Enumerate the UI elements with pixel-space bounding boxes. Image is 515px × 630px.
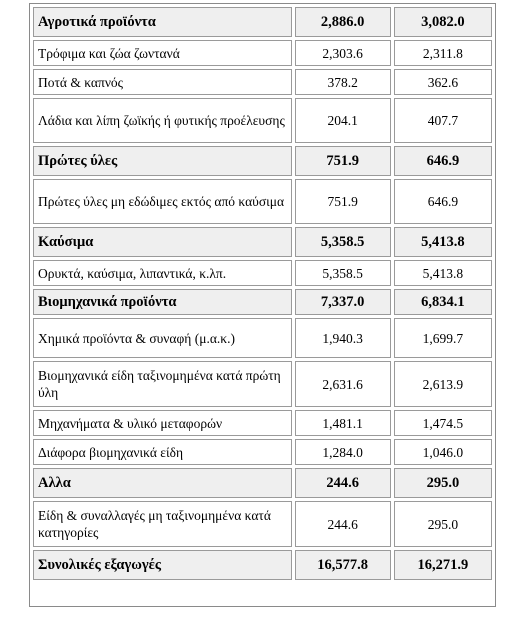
table-row-total-exports: [33, 550, 492, 580]
row-value-2: 16,271.9: [394, 550, 492, 580]
row-value-1: 5,358.5: [295, 227, 391, 257]
table-row-agricultural: [33, 7, 492, 37]
row-value-2: 5,413.8: [394, 227, 492, 257]
row-value-1: 1,284.0: [295, 439, 391, 465]
row-value-2: 3,082.0: [394, 7, 492, 37]
row-label: Μηχανήματα & υλικό μεταφορών: [33, 410, 292, 436]
exports-table-frame: [29, 3, 496, 607]
row-label: Πρώτες ύλες μη εδώδιμες εκτός από καύσιμα: [33, 179, 292, 224]
table-row-industrial: [33, 289, 492, 315]
row-value-1: 751.9: [295, 179, 391, 224]
row-value-1: 1,940.3: [295, 318, 391, 358]
table-row-raw-materials: [33, 146, 492, 176]
table-row: [33, 361, 492, 407]
row-label: Λάδια και λίπη ζωϊκής ή φυτικής προέλευσης: [33, 98, 292, 143]
row-value-1: 204.1: [295, 98, 391, 143]
table-row: [33, 40, 492, 66]
row-value-1: 244.6: [295, 468, 391, 498]
row-value-2: 1,699.7: [394, 318, 492, 358]
exports-table: [30, 4, 495, 583]
row-value-2: 362.6: [394, 69, 492, 95]
table-row: [33, 501, 492, 547]
row-value-1: 16,577.8: [295, 550, 391, 580]
row-value-2: 646.9: [394, 179, 492, 224]
table-row-other: [33, 468, 492, 498]
row-value-1: 2,631.6: [295, 361, 391, 407]
row-value-1: 244.6: [295, 501, 391, 547]
row-label: Αλλα: [33, 468, 292, 498]
table-row: [33, 439, 492, 465]
row-label: Ορυκτά, καύσιμα, λιπαντικά, κ.λπ.: [33, 260, 292, 286]
row-label: Χημικά προϊόντα & συναφή (μ.α.κ.): [33, 318, 292, 358]
row-label: Βιομηχανικά είδη ταξινομημένα κατά πρώτη ύλη: [33, 361, 292, 407]
table-row: [33, 260, 492, 286]
row-label: Είδη & συναλλαγές μη ταξινομημένα κατά κατηγορίες: [33, 501, 292, 547]
row-label: Βιομηχανικά προϊόντα: [33, 289, 292, 315]
row-value-1: 7,337.0: [295, 289, 391, 315]
row-value-1: 2,886.0: [295, 7, 391, 37]
row-value-2: 1,474.5: [394, 410, 492, 436]
row-value-2: 2,311.8: [394, 40, 492, 66]
row-value-1: 5,358.5: [295, 260, 391, 286]
row-label: Πρώτες ύλες: [33, 146, 292, 176]
row-label: Καύσιμα: [33, 227, 292, 257]
row-value-2: 5,413.8: [394, 260, 492, 286]
table-row: [33, 98, 492, 143]
row-label: Συνολικές εξαγωγές: [33, 550, 292, 580]
table-row: [33, 69, 492, 95]
row-value-2: 407.7: [394, 98, 492, 143]
table-row: [33, 318, 492, 358]
row-value-2: 646.9: [394, 146, 492, 176]
row-label: Αγροτικά προϊόντα: [33, 7, 292, 37]
row-value-2: 1,046.0: [394, 439, 492, 465]
table-row: [33, 179, 492, 224]
row-value-2: 6,834.1: [394, 289, 492, 315]
row-value-1: 2,303.6: [295, 40, 391, 66]
row-value-1: 751.9: [295, 146, 391, 176]
row-label: Διάφορα βιομηχανικά είδη: [33, 439, 292, 465]
table-row-fuels: [33, 227, 492, 257]
row-label: Ποτά & καπνός: [33, 69, 292, 95]
row-value-2: 295.0: [394, 501, 492, 547]
row-value-1: 1,481.1: [295, 410, 391, 436]
row-label: Τρόφιμα και ζώα ζωντανά: [33, 40, 292, 66]
row-value-1: 378.2: [295, 69, 391, 95]
row-value-2: 295.0: [394, 468, 492, 498]
row-value-2: 2,613.9: [394, 361, 492, 407]
table-row: [33, 410, 492, 436]
